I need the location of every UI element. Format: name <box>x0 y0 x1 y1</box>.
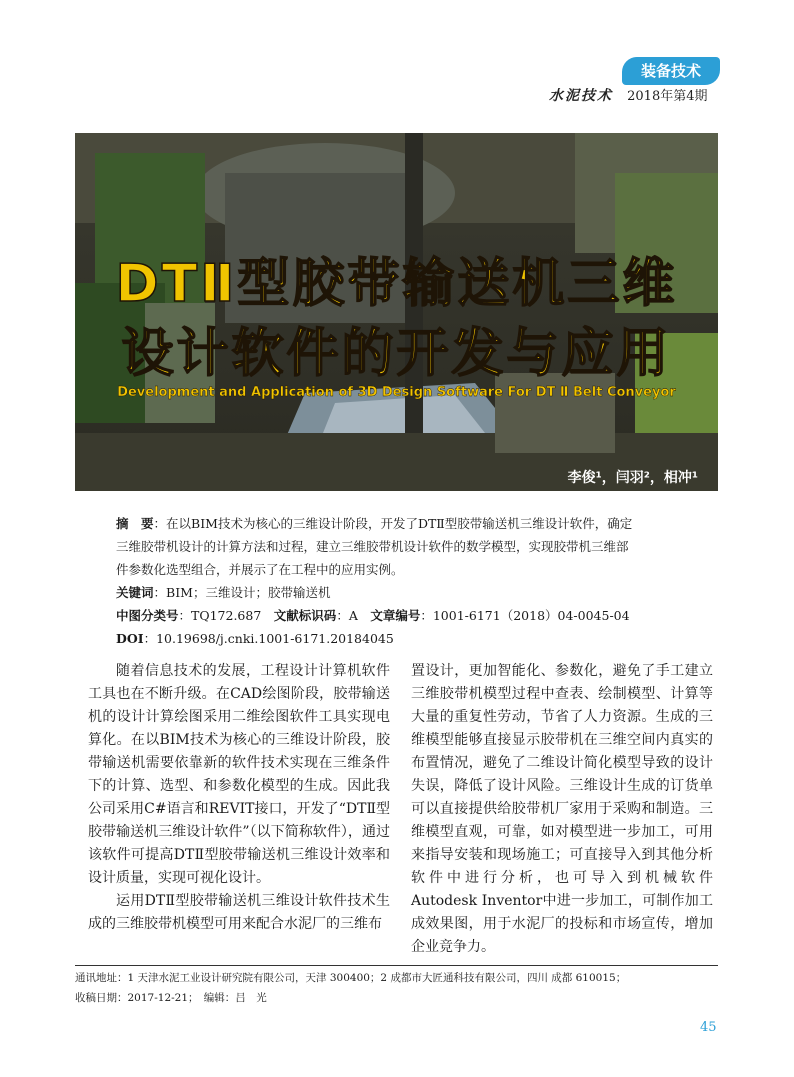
doi-line <box>116 627 691 650</box>
doi-label: DOI <box>116 631 144 646</box>
article-label: 文章编号 <box>370 608 421 623</box>
code-value: ：A <box>336 608 371 623</box>
abstract-label: 摘 要 <box>116 516 154 531</box>
body-column-right <box>411 660 713 959</box>
journal-name: 水泥技术 <box>549 88 613 104</box>
page-number: 45 <box>700 1020 717 1035</box>
body-column-left <box>88 660 390 936</box>
footnote-divider <box>75 965 718 966</box>
abstract-block <box>116 512 691 650</box>
abstract-text-3: 件参数化选型组合，并展示了在工程中的应用实例。 <box>116 562 404 577</box>
footnote-address: 通讯地址：1 天津水泥工业设计研究院有限公司，天津 300400；2 成都市大匠通科技有限公司，四川 成都 610015； <box>75 972 627 984</box>
journal-issue: 2018年第4期 <box>627 89 708 104</box>
body-paragraph: 置设计，更加智能化、参数化，避免了手工建立三维胶带机模型过程中查表、绘制模型、计算等大量的重复性劳动，节省了人力资源。生成的三维模型能够直接显示胶带机在三维空间内真实的布置情况，避免了二维设计简化模型导致的设计失误，降低了设计风险。三维设计生成的订货单可以直接提供给胶带机厂家用于采购和制造。三维模型直观，可靠，如对模型进一步加工，可用来指导安装和现场施工；可直接导入到其他分析软件中进行分析，也可导入到机械软件Autodesk Inventor中进一步加工，可制作加工成效果图，用于水泥厂的投标和市场宣传，增加企业竞争力。 <box>411 663 713 955</box>
abstract-text-1: ：在以BIM技术为核心的三维设计阶段，开发了DTⅡ型胶带输送机三维设计软件，确定 <box>153 516 633 531</box>
footnote-received: 收稿日期：2017-12-21； 编辑：吕 光 <box>75 992 267 1004</box>
hero-title-line2: 设计软件的开发与应用 <box>121 324 672 384</box>
body-paragraph: 随着信息技术的发展，工程设计计算机软件工具也在不断升级。在CAD绘图阶段，胶带输送机的设计计算绘图采用二维绘图软件工具实现电算化。在以BIM技术为核心的三维设计阶段，胶带输送机需要依靠新的软件技术实现在三维条件下的计算、选型、和参数化模型的生成。因此我公司采用C#语言和REVIT接口，开发了“DTⅡ型胶带输送机三维设计软件”（以下简称软件），通过该软件可提高DTⅡ型胶带输送机三维设计效率和设计质量，实现可视化设计。 <box>88 663 390 886</box>
class-label: 中图分类号 <box>116 608 179 623</box>
hero-subtitle-en: Development and Application of 3D Design Software For DT Ⅱ Belt Conveyor <box>117 385 676 400</box>
keywords-line <box>116 581 691 604</box>
footnote <box>75 968 626 1008</box>
abstract-line <box>116 512 691 535</box>
authors: 李俊¹，闫羽²，相冲¹ <box>567 470 698 486</box>
keywords-label: 关键词 <box>116 585 154 600</box>
class-value: ：TQ172.687 <box>178 608 274 623</box>
abstract-text-2: 三维胶带机设计的计算方法和过程，建立三维胶带机设计软件的数学模型，实现胶带机三维部 <box>116 539 629 554</box>
section-tag: 装备技术 <box>622 57 720 85</box>
hero-banner <box>75 133 718 491</box>
article-value: ：1001-6171（2018）04-0045-04 <box>420 608 630 623</box>
journal-header <box>549 85 708 105</box>
classification-line <box>116 604 691 627</box>
body-paragraph: 运用DTⅡ型胶带输送机三维设计软件技术生成的三维胶带机模型可用来配合水泥厂的三维布 <box>88 893 390 932</box>
code-label: 文献标识码 <box>273 608 337 623</box>
hero-title-line1: DTⅡ型胶带输送机三维 <box>115 254 678 314</box>
doi-value: ：10.19698/j.cnki.1001-6171.20184045 <box>143 631 394 646</box>
keywords-value: ：BIM；三维设计；胶带输送机 <box>153 585 331 600</box>
